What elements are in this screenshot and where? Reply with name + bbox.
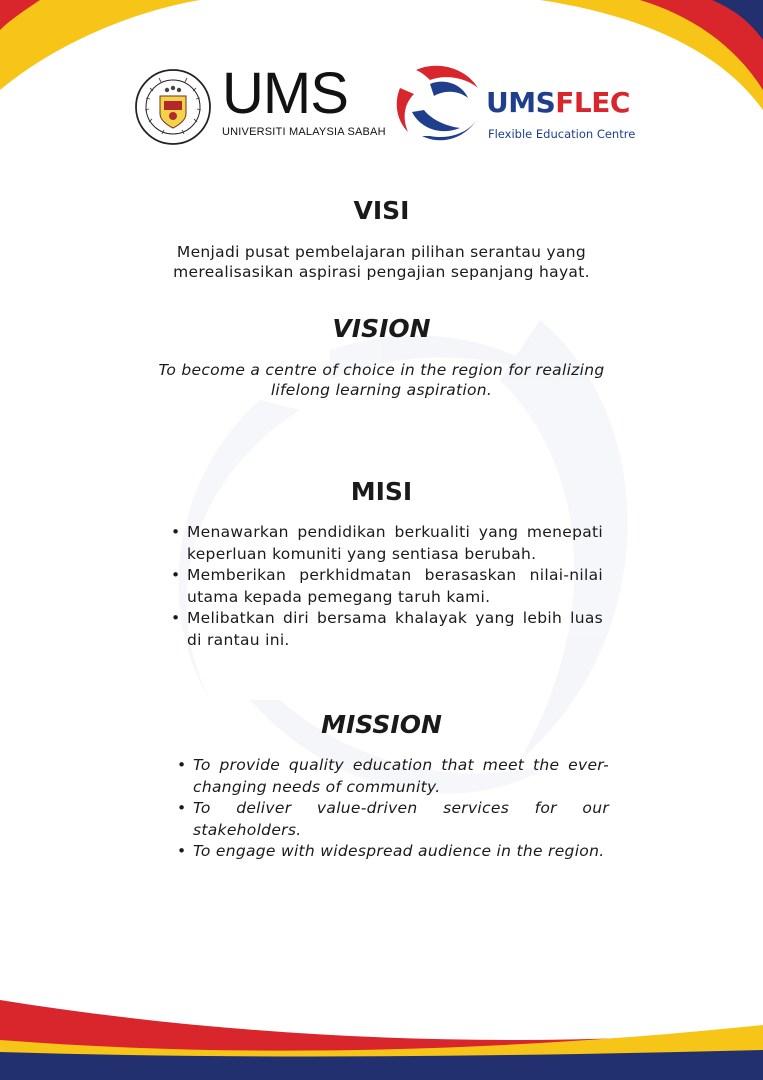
bullet-dot: • — [171, 609, 181, 627]
misi-item — [171, 608, 603, 651]
visi-text: Menjadi pusat pembelajaran pilihan serantau yang merealisasikan aspirasi pengajian sepanjang hayat. — [173, 243, 590, 281]
bullet-dot: • — [177, 756, 187, 774]
umsflec-subtitle: Flexible Education Centre — [488, 127, 636, 141]
mission-list — [177, 755, 609, 863]
misi-heading: MISI — [350, 477, 413, 506]
ums-wordmark: UMS — [222, 61, 348, 126]
mission-item — [177, 841, 609, 863]
ums-subtitle: UNIVERSITI MALAYSIA SABAH — [222, 126, 386, 138]
misi-item-text: Melibatkan diri bersama khalayak yang lebih luas di rantau ini. — [187, 609, 603, 649]
umsflec-wordmark — [486, 86, 630, 120]
mission-item-text: To provide quality education that meet the ever-changing needs of community. — [193, 756, 609, 796]
umsflec-wordmark-flec: FLEC — [555, 86, 630, 119]
bullet-dot: • — [177, 842, 187, 860]
vision-text: To become a centre of choice in the region for realizing lifelong learning aspiration. — [158, 361, 605, 399]
mission-item-text: To engage with widespread audience in the region. — [193, 842, 605, 860]
mission-item — [177, 798, 609, 841]
logo-header — [0, 60, 763, 150]
vision-heading: VISION — [332, 314, 431, 343]
misi-item — [171, 522, 603, 565]
umsflec-wordmark-ums: UMS — [486, 86, 556, 119]
bullet-dot: • — [177, 799, 187, 817]
misi-item-text: Menawarkan pendidikan berkualiti yang menepati keperluan komuniti yang sentiasa berubah. — [187, 523, 603, 563]
misi-list — [171, 522, 603, 651]
misi-item — [171, 565, 603, 608]
mission-item-text: To deliver value-driven services for our stakeholders. — [193, 799, 609, 839]
bullet-dot: • — [171, 523, 181, 541]
mission-heading: MISSION — [321, 710, 442, 739]
visi-heading: VISI — [353, 196, 410, 225]
misi-item-text: Memberikan perkhidmatan berasaskan nilai-nilai utama kepada pemegang taruh kami. — [187, 566, 603, 606]
ums-seal-logo — [134, 68, 212, 146]
umsflec-swirl-logo — [386, 62, 484, 144]
mission-item — [177, 755, 609, 798]
bullet-dot: • — [171, 566, 181, 584]
